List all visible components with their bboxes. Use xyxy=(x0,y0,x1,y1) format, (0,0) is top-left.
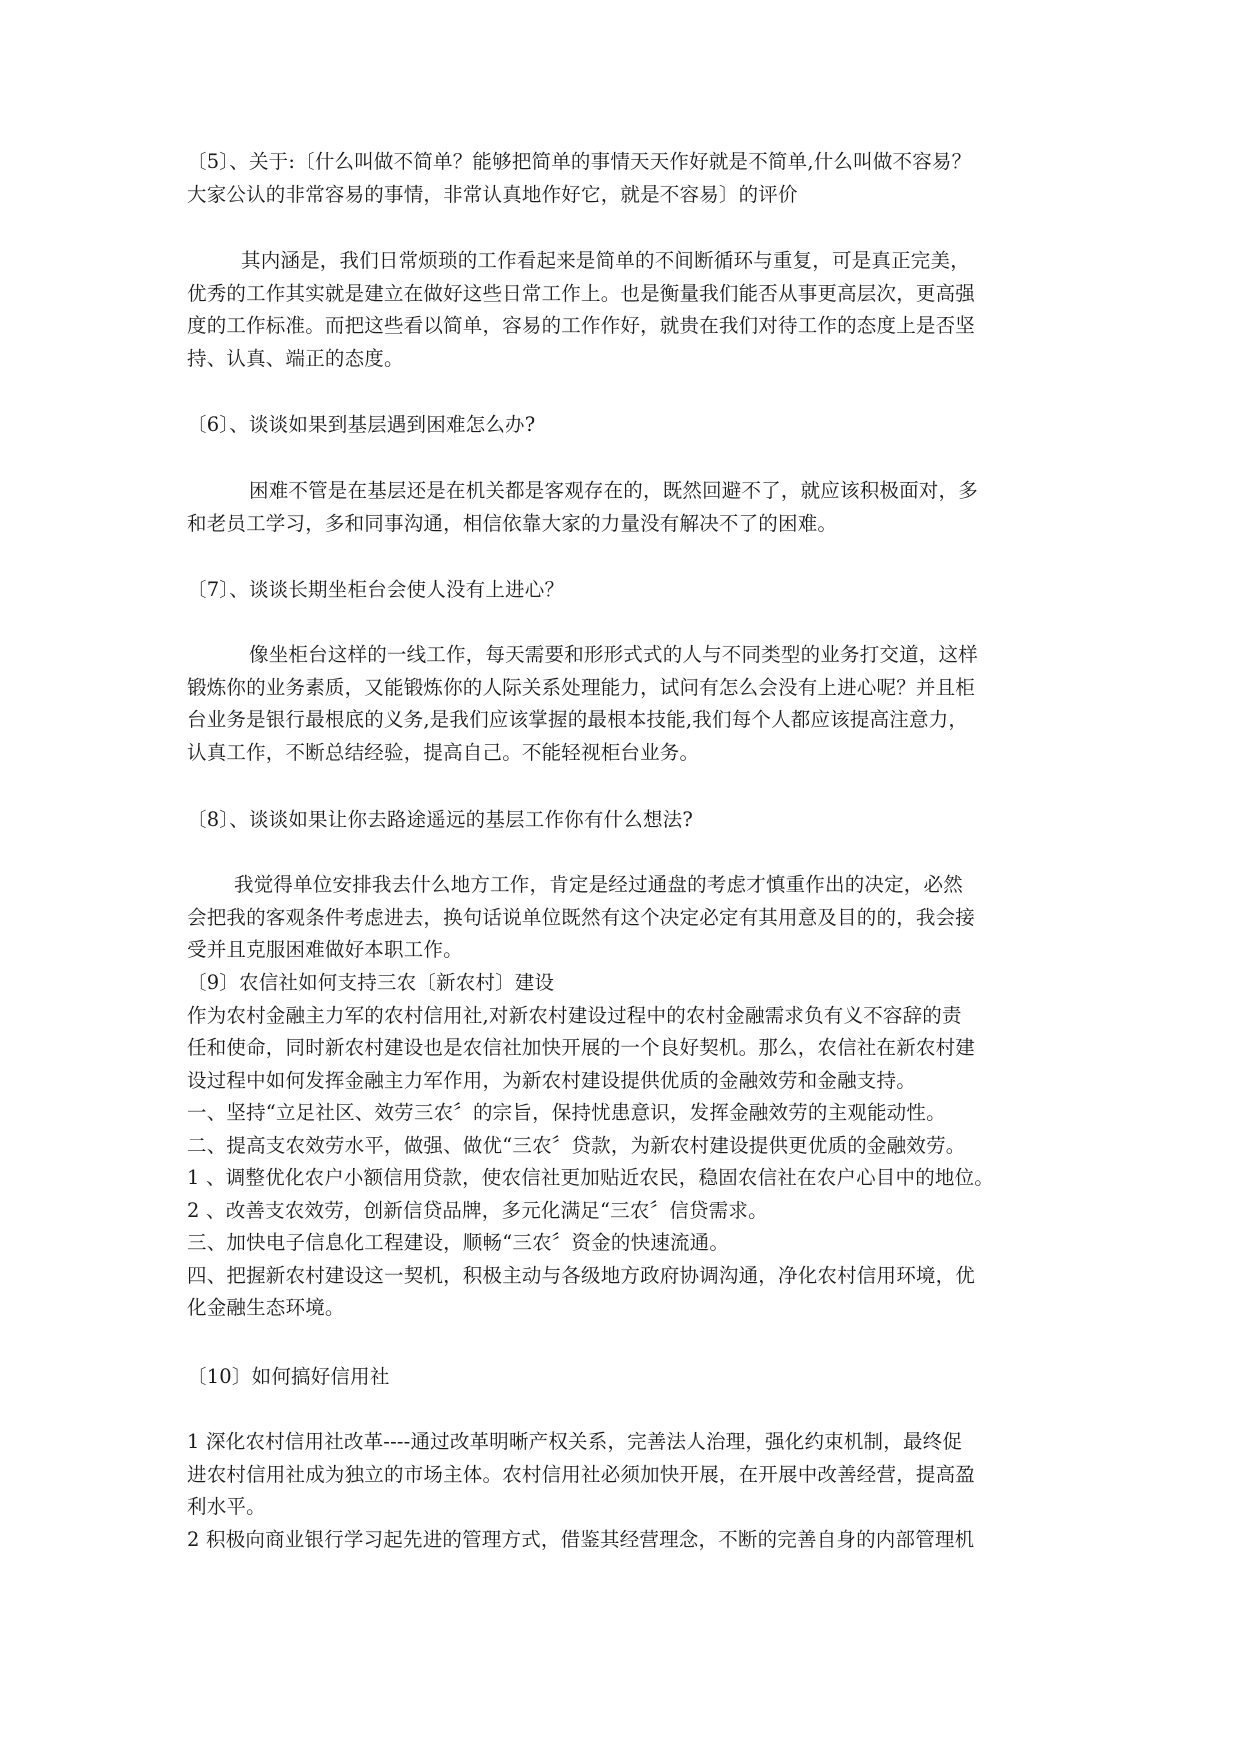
text-line: 〔10〕如何搞好信用社 xyxy=(187,1365,390,1388)
q10-heading xyxy=(187,1361,1067,1394)
text-line: 台业务是银行最根底的义务,是我们应该掌握的最根本技能,我们每个人都应该提高注意力， xyxy=(187,708,969,731)
q6-heading xyxy=(187,409,1067,442)
text-line: 四、把握新农村建设这一契机，积极主动与各级地方政府协调沟通，净化农村信用环境，优 xyxy=(187,1263,976,1287)
text-line: 二、提高支农效劳水平，做强、做优“三农〞贷款，为新农村建设提供更优质的金融效劳。 xyxy=(187,1133,966,1157)
text-line: 一、坚持“立足社区、效劳三农〞的宗旨，保持忧患意识，发挥金融效劳的主观能动性。 xyxy=(187,1101,946,1124)
text-line: 〔6〕、谈谈如果到基层遇到困难怎么办? xyxy=(187,413,536,436)
text-line: 持、认真、端正的态度。 xyxy=(187,346,404,370)
text-line: 和老员工学习，多和同事沟通，相信依靠大家的力量没有解决不了的困难。 xyxy=(187,511,838,535)
text-line: 像坐柜台这样的一线工作，每天需要和形形式式的人与不同类型的业务打交道，这样 xyxy=(249,643,978,666)
text-line: 化金融生态环境。 xyxy=(187,1296,345,1319)
text-line: 优秀的工作其实就是建立在做好这些日常工作上。也是衡量我们能否从事更高层次，更高强 xyxy=(187,281,976,305)
q5-answer xyxy=(187,245,1067,375)
text-line: 我觉得单位安排我去什么地方工作，肯定是经过通盘的考虑才慎重作出的决定，必然 xyxy=(234,873,963,896)
text-line: 2 积极向商业银行学习起先进的管理方式，借鉴其经营理念，不断的完善自身的内部管理机 xyxy=(187,1527,975,1551)
text-line: 困难不管是在基层还是在机关都是客观存在的，既然回避不了，就应该积极面对，多 xyxy=(249,479,978,502)
text-line: 三、加快电子信息化工程建设，顺畅“三农〞资金的快速流通。 xyxy=(187,1231,730,1254)
text-line: 度的工作标准。而把这些看以简单，容易的工作作好，就贵在我们对待工作的态度上是否坚 xyxy=(187,314,976,337)
text-line: 进农村信用社成为独立的市场主体。农村信用社必须加快开展，在开展中改善经营，提高盈 xyxy=(187,1462,976,1486)
text-line: 利水平。 xyxy=(187,1495,266,1518)
text-line: 其内涵是，我们日常烦琐的工作看起来是简单的不间断循环与重复，可是真正完美， xyxy=(241,249,970,272)
text-line: 任和使命，同时新农村建设也是农信社加快开展的一个良好契机。那么，农信社在新农村建 xyxy=(187,1036,976,1059)
text-line: 2 、改善支农效劳，创新信贷品牌，多元化满足“三农〞信贷需求。 xyxy=(187,1198,768,1222)
q6-answer xyxy=(187,475,1067,540)
text-line: 〔8〕、谈谈如果让你去路途遥远的基层工作你有什么想法? xyxy=(187,808,694,831)
text-line: 大家公认的非常容易的事情，非常认真地作好它，就是不容易〕的评价 xyxy=(187,182,798,206)
q10-body xyxy=(187,1426,1067,1556)
text-line: 1 深化农村信用社改革----通过改革明晰产权关系，完善法人治理，强化约束机制，最终促 xyxy=(187,1430,963,1453)
q9-heading: 〔9〕农信社如何支持三农〔新农村〕建设 xyxy=(187,971,555,994)
text-line: 作为农村金融主力军的农村信用社,对新农村建设过程中的农村金融需求负有义不容辞的责 xyxy=(187,1003,962,1027)
text-line: 〔7〕、谈谈长期坐柜台会使人没有上进心？ xyxy=(187,578,565,601)
text-line: 认真工作，不断总结经验，提高自己。不能轻视柜台业务。 xyxy=(187,740,700,764)
text-line: 设过程中如何发挥金融主力军作用，为新农村建设提供优质的金融效劳和金融支持。 xyxy=(187,1068,916,1092)
text-line: 1 、调整优化农户小额信用贷款，使农信社更加贴近农民，稳固农信社在农户心目中的地位。 xyxy=(187,1166,995,1189)
q7-answer xyxy=(187,639,1067,769)
q5-heading xyxy=(187,146,1067,211)
q8-answer xyxy=(187,869,1067,967)
text-line: 〔5〕、关于:〔什么叫做不简单？能够把简单的事情天天作好就是不简单,什么叫做不容易？ xyxy=(187,150,972,173)
q9-section xyxy=(187,967,1067,1325)
text-line: 会把我的客观条件考虑进去，换句话说单位既然有这个决定必定有其用意及目的的，我会接 xyxy=(187,905,976,929)
text-line: 锻炼你的业务素质，又能锻炼你的人际关系处理能力，试问有怎么会没有上进心呢？并且柜 xyxy=(187,675,976,699)
q7-heading xyxy=(187,574,1067,607)
q8-heading xyxy=(187,804,1067,837)
text-line: 受并且克服困难做好本职工作。 xyxy=(187,938,463,961)
